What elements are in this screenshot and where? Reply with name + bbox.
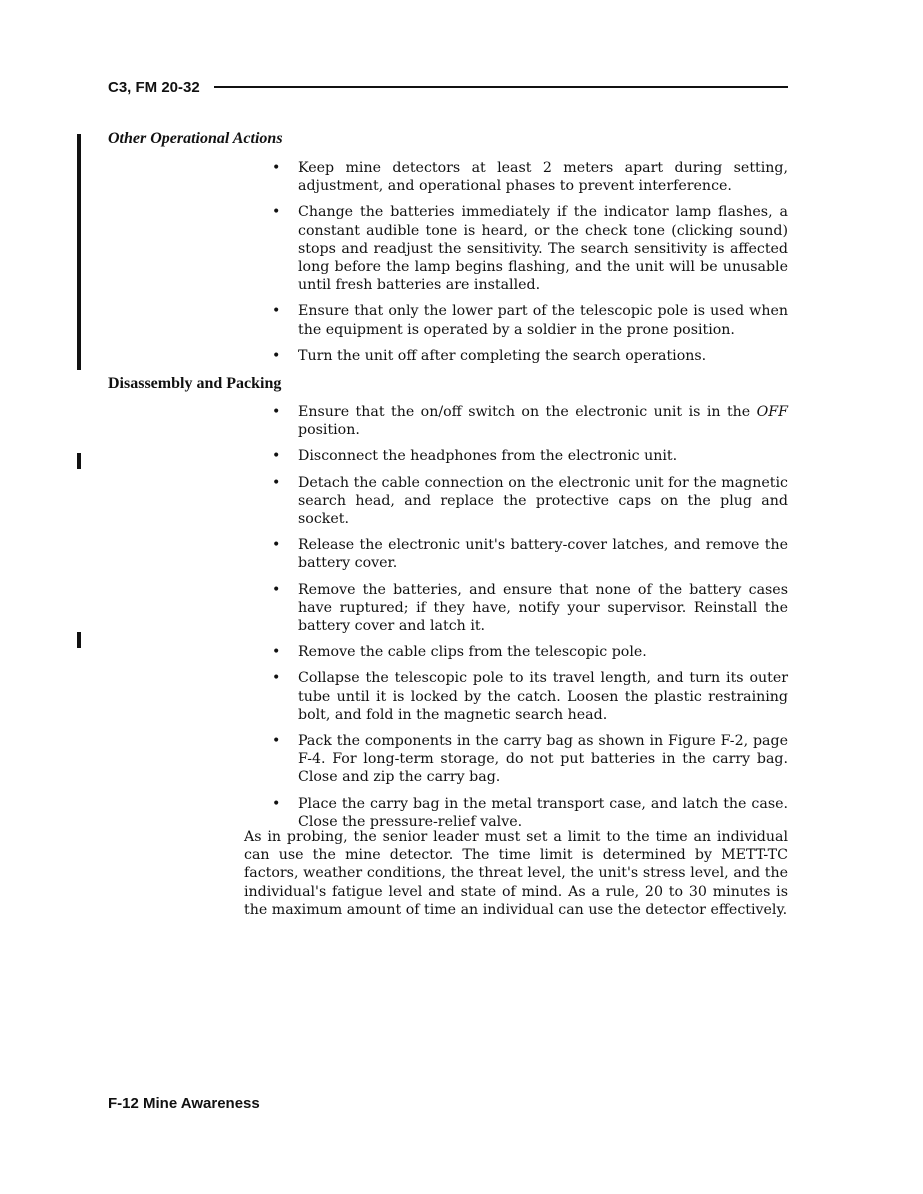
list-item: • Change the batteries immediately if the indicator lamp flashes, a constant audible tone is heard, or the check tone (clicking sound) stops and readjust the sensitivity. The search sensitivity is affected long before the lamp begins flashing, and the unit will be unusable until fresh batteries are installed. (272, 204, 788, 294)
bullet-icon: • (272, 670, 281, 687)
list-item: • Remove the batteries, and ensure that none of the battery cases have ruptured; if they have, notify your supervisor. Reinstall the battery cover and latch it. (272, 581, 788, 635)
list-item: • Disconnect the headphones from the electronic unit. (272, 448, 678, 465)
bullet-icon: • (272, 644, 281, 661)
change-bar (77, 453, 81, 469)
bullet-icon: • (272, 347, 281, 364)
bullet-icon: • (272, 303, 281, 320)
list-item: • Release the electronic unit's battery-cover latches, and remove the battery cover. (272, 537, 788, 572)
bullet-icon: • (272, 160, 281, 176)
bullet-icon: • (272, 733, 281, 750)
section-heading-operational: Other Operational Actions (108, 130, 283, 147)
list-item: • Collapse the telescopic pole to its travel length, and turn its outer tube until it is locked by the catch. Loosen the plastic restraining bolt, and fold in the magnetic search head. (272, 670, 788, 723)
operational-actions-list (272, 159, 788, 373)
change-bar (77, 134, 81, 370)
bullet-icon: • (272, 474, 281, 491)
page-footer: F-12 Mine Awareness (108, 1095, 260, 1112)
list-item: • Pack the components in the carry bag as shown in Figure F-2, page F-4. For long-term storage, do not put batteries in the carry bag. Close and zip the carry bag. (272, 733, 788, 786)
header-title: C3, FM 20-32 (108, 78, 200, 96)
bullet-icon: • (272, 404, 281, 420)
list-item: • Ensure that only the lower part of the telescopic pole is used when the equipment is operated by a soldier in the prone position. (272, 303, 788, 338)
list-item: • Ensure that the on/off switch on the electronic unit is in the OFF position. (272, 404, 788, 439)
disassembly-list (272, 403, 788, 839)
list-item: • Detach the cable connection on the electronic unit for the magnetic search head, and replace the protective caps on the plug and socket. (272, 474, 788, 528)
running-header (108, 76, 788, 98)
bullet-icon: • (272, 204, 281, 221)
section-heading-disassembly: Disassembly and Packing (108, 375, 282, 392)
bullet-icon: • (272, 581, 281, 598)
body-paragraph: As in probing, the senior leader must set a limit to the time an individual can use the mine detector. The time limit is determined by METT-TC factors, weather conditions, the threat level, the unit's stress level, and the individual's fatigue level and state of mind. As a rule, 20 to 30 minutes is the maximum amount of time an individual can use the detector effectively. (244, 829, 788, 918)
bullet-icon: • (272, 795, 281, 812)
list-item: • Keep mine detectors at least 2 meters apart during setting, adjustment, and operational phases to prevent interference. (272, 160, 788, 195)
bullet-icon: • (272, 537, 281, 554)
change-bar (77, 632, 81, 648)
header-rule (214, 86, 788, 88)
list-item: • Turn the unit off after completing the search operations. (272, 347, 707, 364)
list-item: • Remove the cable clips from the telescopic pole. (272, 644, 647, 661)
bullet-icon: • (272, 448, 281, 465)
list-item: • Place the carry bag in the metal transport case, and latch the case. Close the pressure-relief valve. (272, 795, 788, 830)
